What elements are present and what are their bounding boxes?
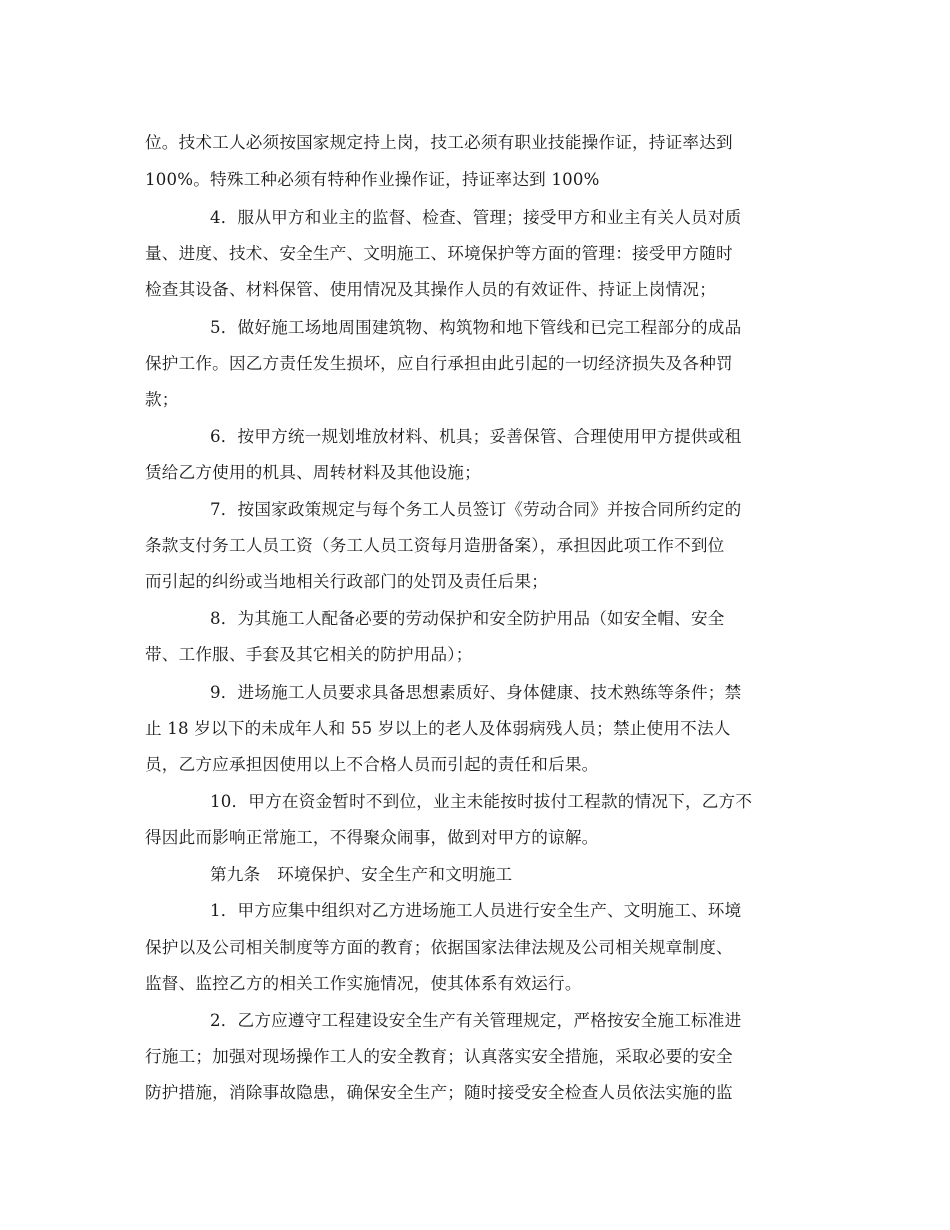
section-heading: 第九条 环境保护、安全生产和文明施工	[210, 865, 513, 884]
text-line: 带、工作服、手套及其它相关的防护用品）；	[145, 645, 473, 664]
text-line: 7．按国家政策规定与每个务工人员签订《劳动合同》并按合同所约定的	[210, 500, 742, 519]
text-line: 10．甲方在资金暂时不到位，业主未能按时拔付工程款的情况下，乙方不	[210, 792, 753, 811]
text-line: 2．乙方应遵守工程建设安全生产有关管理规定，严格按安全施工标准进	[210, 1011, 742, 1030]
text-line: 5．做好施工场地周围建筑物、构筑物和地下管线和已完工程部分的成品	[210, 318, 742, 337]
text-line: 款；	[145, 390, 179, 409]
text-line: 100%。特殊工种必须有特种作业操作证，持证率达到 100%	[145, 170, 600, 189]
text-line: 检查其设备、材料保管、使用情况及其操作人员的有效证件、持证上岗情况；	[145, 280, 716, 299]
text-line: 监督、监控乙方的相关工作实施情况，使其体系有效运行。	[145, 974, 582, 993]
text-line: 而引起的纠纷或当地相关行政部门的处罚及责任后果；	[145, 572, 549, 591]
text-line: 量、进度、技术、安全生产、文明施工、环境保护等方面的管理：接受甲方随时	[145, 244, 733, 263]
text-line: 6．按甲方统一规划堆放材料、机具；妥善保管、合理使用甲方提供或租	[210, 427, 742, 446]
text-line: 防护措施，消除事故隐患，确保安全生产；随时接受安全检查人员依法实施的监	[145, 1083, 733, 1102]
text-line: 行施工；加强对现场操作工人的安全教育；认真落实安全措施，采取必要的安全	[145, 1047, 733, 1066]
text-line: 条款支付务工人员工资（务工人员工资每月造册备案），承担因此项工作不到位	[145, 536, 725, 555]
text-line: 保护工作。因乙方责任发生损坏，应自行承担由此引起的一切经济损失及各种罚	[145, 354, 733, 373]
text-line: 4．服从甲方和业主的监督、检查、管理；接受甲方和业主有关人员对质	[210, 208, 742, 227]
text-line: 9．进场施工人员要求具备思想素质好、身体健康、技术熟练等条件；禁	[210, 683, 742, 702]
text-line: 8．为其施工人配备必要的劳动保护和安全防护用品（如安全帽、安全	[210, 609, 725, 628]
text-line: 位。技术工人必须按国家规定持上岗，技工必须有职业技能操作证，持证率达到	[145, 133, 733, 152]
text-line: 保护以及公司相关制度等方面的教育；依据国家法律法规及公司相关规章制度、	[145, 938, 733, 957]
text-line: 员，乙方应承担因使用以上不合格人员而引起的责任和后果。	[145, 755, 599, 774]
text-line: 得因此而影响正常施工，不得聚众闹事，做到对甲方的谅解。	[145, 828, 599, 847]
text-line: 止 18 岁以下的未成年人和 55 岁以上的老人及体弱病残人员；禁止使用不法人	[145, 719, 731, 738]
text-line: 1．甲方应集中组织对乙方进场施工人员进行安全生产、文明施工、环境	[210, 901, 742, 920]
text-line: 赁给乙方使用的机具、周转材料及其他设施；	[145, 463, 481, 482]
